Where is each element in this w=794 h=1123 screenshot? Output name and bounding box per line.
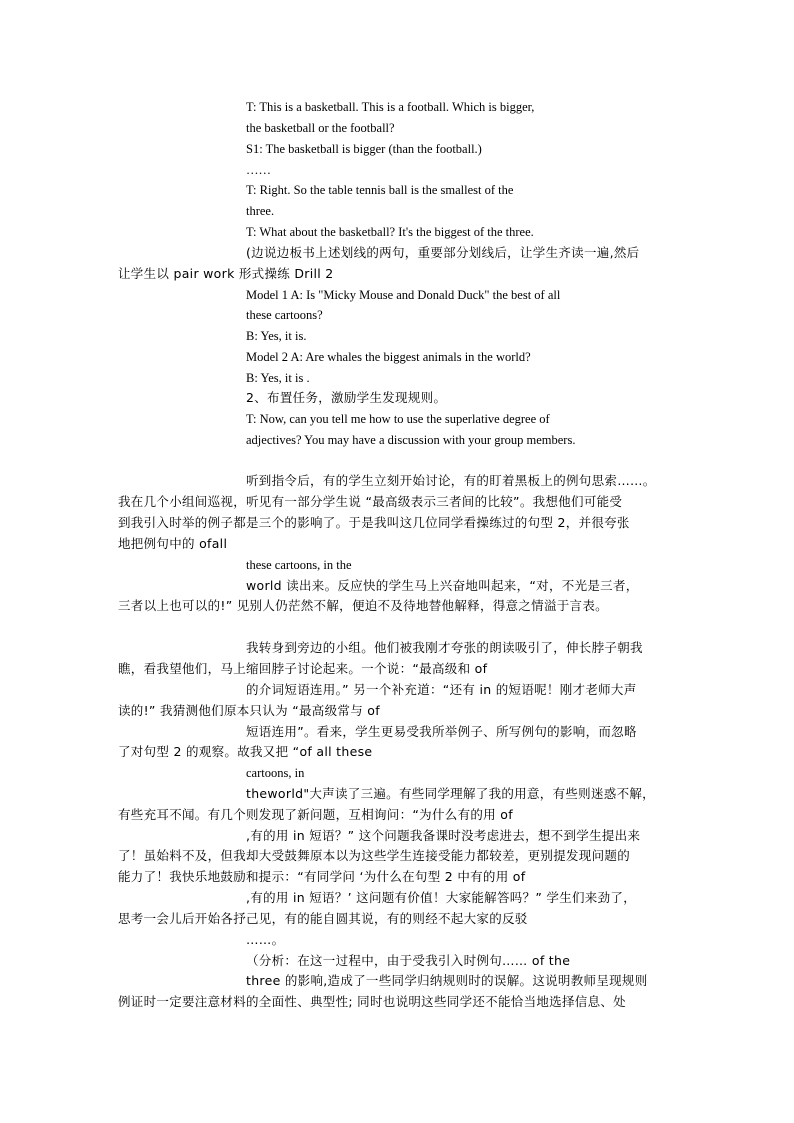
- paragraph-line: theworld"大声读了三遍。有些同学理解了我的用意，有些则迷惑不解，: [246, 786, 655, 801]
- model-line: Model 1 A: Is "Micky Mouse and Donald Duck" the best of all: [246, 288, 561, 302]
- paragraph-line: 三者以上也可以的!” 见别人仍茫然不解，便迫不及待地替他解释，得意之情溢于言表。: [118, 598, 608, 613]
- ellipsis-line: ……: [246, 163, 271, 177]
- dialogue-line: T: What about the basketball? It's the biggest of the three.: [246, 225, 534, 239]
- dialogue-line: S1: The basketball is bigger (than the football.): [246, 142, 482, 156]
- paragraph-line: 读的!” 我猜测他们原本只认为 “最高级常与 of: [118, 703, 380, 718]
- model-line: B: Yes, it is.: [246, 329, 307, 343]
- paragraph-line: world 读出来。反应快的学生马上兴奋地叫起来，“对，不光是三者，: [246, 578, 639, 593]
- paragraph-line: 能力了！我快乐地鼓励和提示：“有同学问 ‘为什么在句型 2 中有的用 of: [118, 869, 526, 884]
- paragraph-line: ,有的用 in 短语？’ 这问题有价值！大家能解答吗？” 学生们来劲了，: [246, 890, 637, 905]
- model-line: B: Yes, it is .: [246, 371, 310, 385]
- instruction-line: (边说边板书上述划线的两句，重要部分划线后，让学生齐读一遍,然后: [246, 245, 640, 260]
- dialogue-line: three.: [246, 204, 275, 218]
- paragraph-line: 瞧，看我望他们，马上缩回脖子讨论起来。一个说：“最高级和 of: [118, 661, 488, 676]
- paragraph-line: 短语连用”。看来，学生更易受我所举例子、所写例句的影响，而忽略: [246, 724, 637, 739]
- paragraph-line: ……。: [246, 932, 285, 947]
- paragraph-line: cartoons, in: [246, 766, 305, 780]
- dialogue-line: the basketball or the football?: [246, 121, 395, 135]
- paragraph-line: 我转身到旁边的小组。他们被我刚才夸张的朗读吸引了，伸长脖子朝我: [246, 640, 643, 655]
- analysis-line: three 的影响,造成了一些同学归纳规则时的误解。这说明教师呈现规则: [246, 973, 648, 988]
- dialogue-line: T: Right. So the table tennis ball is the smallest of the: [246, 183, 514, 197]
- dialogue-line: adjectives? You may have a discussion with your group members.: [246, 433, 576, 447]
- paragraph-line: 有些充耳不闻。有几个则发现了新问题，互相询问：“为什么有的用 of: [118, 807, 513, 822]
- dialogue-line: T: Now, can you tell me how to use the superlative degree of: [246, 412, 550, 426]
- paragraph-line: 的介词短语连用。” 另一个补充道：“还有 in 的短语呢！刚才老师大声: [246, 682, 637, 697]
- paragraph-line: 了对句型 2 的观察。故我又把 “of all these: [118, 744, 373, 759]
- model-line: these cartoons?: [246, 308, 323, 322]
- section-heading: 2、布置任务，激励学生发现规则。: [246, 390, 447, 405]
- paragraph-line: 了！虽始料不及，但我却大受鼓舞原本以为这些学生连接受能力都较差，更别提发现问题的: [118, 848, 631, 863]
- dialogue-line: T: This is a basketball. This is a football. Which is bigger,: [246, 100, 535, 114]
- paragraph-line: 思考一会儿后开始各抒己见，有的能自圆其说，有的则经不起大家的反驳: [118, 911, 528, 926]
- paragraph-line: 听到指令后，有的学生立刻开始讨论，有的盯着黑板上的例句思索……。: [246, 473, 656, 488]
- paragraph-line: ,有的用 in 短语？” 这个问题我备课时没考虑进去，想不到学生提出来: [246, 828, 641, 843]
- instruction-line: 让学生以 pair work 形式操练 Drill 2: [118, 266, 334, 281]
- paragraph-line: 到我引入时举的例子都是三个的影响了。于是我叫这几位同学看操练过的句型 2，并很夸张: [118, 515, 630, 530]
- analysis-line: 例证时一定要注意材料的全面性、典型性; 同时也说明这些同学还不能恰当地选择信息、处: [118, 994, 626, 1009]
- paragraph-line: these cartoons, in the: [246, 558, 352, 572]
- paragraph-line: 地把例句中的 ofall: [118, 536, 228, 551]
- paragraph-line: 我在几个小组间巡视，听见有一部分学生说 “最高级表示三者间的比较”。我想他们可能受: [118, 494, 623, 509]
- analysis-line: （分析：在这一过程中，由于受我引入时例句…… of the: [246, 953, 571, 968]
- model-line: Model 2 A: Are whales the biggest animals in the world?: [246, 350, 531, 364]
